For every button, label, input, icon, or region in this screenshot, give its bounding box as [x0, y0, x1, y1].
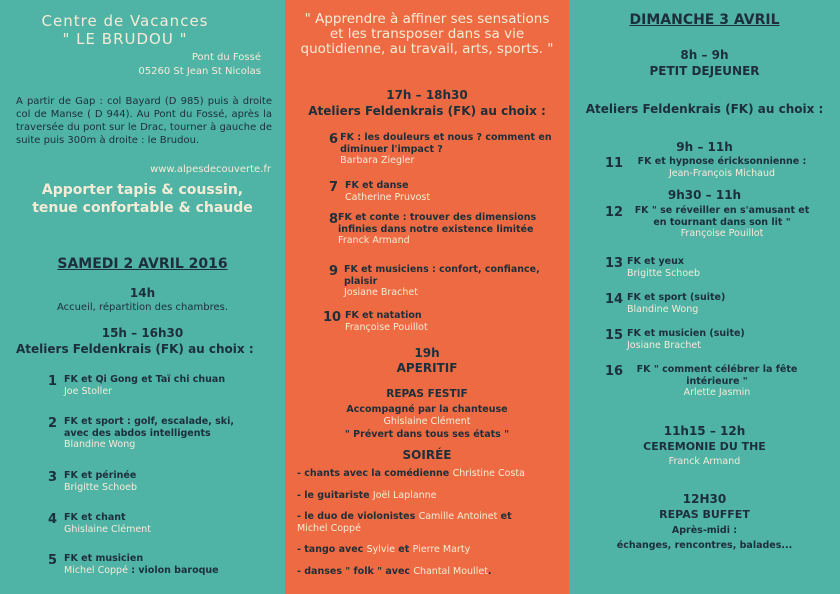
item-teacher: Joe Stoller: [64, 385, 113, 397]
workshop-time-sun-a: 9h – 11h: [676, 140, 733, 154]
item-teacher: Barbara Ziegler: [340, 155, 415, 166]
item-number: 13: [605, 256, 624, 271]
workshop-item-14: [605, 292, 835, 315]
item-number: 8: [329, 212, 339, 227]
item-title: FK et hypnose éricksonnienne :: [637, 156, 807, 167]
workshop-item-8: [329, 212, 561, 247]
item-title: FK et conte : trouver des dimensions infinies dans notre existence limitée: [338, 212, 537, 235]
arrival-time: 14h: [129, 286, 156, 300]
workshop-time-sat: 15h – 16h30: [101, 326, 184, 340]
item-title: FK " se réveiller en s'amusant et en tournant dans son lit ": [634, 205, 810, 228]
ateliers-heading-sat: Ateliers Feldenkrais (FK) au choix :: [16, 342, 254, 356]
afternoon-label: Après-midi :: [671, 525, 738, 536]
workshop-item-5: [48, 553, 278, 576]
show-title: " Prévert dans tous ses états ": [344, 429, 510, 440]
item-teacher: Blandine Wong: [64, 439, 136, 450]
workshop-item-6: [329, 132, 561, 167]
soiree-list: [297, 468, 563, 587]
item-extra: : violon baroque: [127, 564, 219, 576]
item-number: 7: [329, 180, 339, 195]
bring-line-2: tenue confortable & chaude: [32, 200, 253, 216]
item-number: 1: [48, 374, 58, 389]
tea-heading: CEREMONIE DU THE: [643, 440, 766, 453]
aperitif-heading: APERITIF: [396, 361, 458, 375]
quote: " Apprendre à affiner ses sensations et les transposer dans sa vie quotidienne, au travail, arts, sports. ": [300, 11, 554, 57]
soiree-item-4: - tango avec Sylvie et Pierre Marty: [297, 544, 471, 555]
item-number: 12: [605, 205, 624, 220]
arrival-desc: Accueil, répartition des chambres.: [56, 302, 229, 313]
buffet-heading: REPAS BUFFET: [659, 508, 750, 521]
workshop-item-10: [323, 310, 561, 333]
workshop-item-1: [48, 374, 278, 397]
item-teacher: Blandine Wong: [627, 303, 699, 315]
item-teacher: Brigitte Schoeb: [627, 267, 701, 279]
item-title: FK et sport (suite): [627, 292, 726, 303]
left-panel: [0, 0, 285, 594]
item-teacher: Françoise Pouillot: [680, 228, 764, 239]
item-title: FK et natation: [345, 310, 422, 321]
website-link[interactable]: www.alpesdecouverte.fr: [150, 164, 271, 175]
item-number: 2: [48, 416, 58, 431]
workshop-item-7: [329, 180, 561, 203]
item-title: FK et Qi Gong et Taï chi chuan: [64, 374, 226, 385]
item-title: FK et musiciens : confort, confiance, plaisir: [343, 264, 540, 287]
singer-name: Ghislaine Clément: [383, 416, 471, 427]
breakfast-time: 8h – 9h: [680, 48, 729, 62]
workshop-time-sun-b: 9h30 – 11h: [667, 188, 742, 202]
item-number: 14: [605, 292, 624, 307]
item-title: FK : les douleurs et nous ? comment en diminuer l'impact ?: [340, 132, 552, 155]
item-teacher: Arlette Jasmin: [683, 387, 751, 398]
item-teacher: Ghislaine Clément: [64, 523, 151, 535]
item-teacher: Josiane Brachet: [627, 339, 701, 351]
item-title: FK et musicien (suite): [627, 328, 745, 339]
middle-panel: [285, 0, 569, 594]
item-number: 11: [605, 156, 624, 171]
address-line-2: 05260 St Jean St Nicolas: [138, 66, 261, 77]
item-number: 6: [329, 132, 339, 147]
item-teacher: Brigitte Schoeb: [64, 481, 138, 493]
item-teacher: Françoise Pouillot: [345, 321, 428, 333]
workshop-item-16: [605, 364, 835, 399]
aperitif-time: 19h: [414, 346, 440, 360]
sunday-title: DIMANCHE 3 AVRIL: [629, 12, 780, 28]
item-title: FK et périnée: [64, 470, 137, 481]
ateliers-heading-mid: Ateliers Feldenkrais (FK) au choix :: [308, 104, 546, 118]
item-teacher: Michel Coppé: [64, 564, 128, 576]
bring-line-1: Apporter tapis & coussin,: [41, 182, 244, 198]
workshop-time-mid: 17h – 18h30: [386, 88, 468, 102]
workshop-item-13: [605, 256, 835, 279]
right-panel: [569, 0, 840, 594]
tea-time: 11h15 – 12h: [663, 424, 746, 438]
item-title: FK et chant: [64, 512, 126, 523]
workshop-item-3: [48, 470, 278, 493]
item-teacher: Catherine Pruvost: [345, 191, 431, 203]
soiree-item-5: - danses " folk " avec Chantal Moullet.: [297, 565, 492, 577]
item-number: 15: [605, 328, 624, 343]
item-number: 5: [48, 553, 58, 568]
soiree-item-2: - le guitariste Joël Laplanne: [297, 489, 437, 501]
workshop-item-12: [605, 205, 835, 240]
soiree-item-3: - le duo de violonistes Camille Antoinet et Michel Coppé: [297, 511, 512, 534]
item-title: FK et sport : golf, escalade, ski, avec des abdos intelligents: [64, 416, 234, 439]
accomp-text: Accompagné par la chanteuse: [346, 404, 508, 415]
item-number: 10: [323, 310, 342, 325]
repas-heading: REPAS FESTIF: [386, 388, 468, 400]
directions-text: A partir de Gap : col Bayard (D 985) puis à droite col de Manse ( D 944). Au Pont du Fossé, après la traversée du pont sur le Drac, tourner à gauche de suite puis 300m à droite : le Brudou.: [16, 96, 272, 146]
item-number: 3: [48, 470, 58, 485]
item-teacher: Franck Armand: [338, 235, 410, 246]
item-number: 9: [329, 264, 339, 279]
workshop-item-2: [48, 416, 278, 451]
item-teacher: Jean-François Michaud: [668, 167, 776, 179]
workshop-item-4: [48, 512, 278, 535]
workshop-item-9: [329, 264, 561, 299]
item-title: FK et danse: [345, 180, 409, 191]
centre-title: Centre de Vacances: [41, 12, 209, 30]
soiree-item-1: - chants avec la comédienne Christine Costa: [297, 468, 525, 479]
address-line-1: Pont du Fossé: [191, 52, 261, 63]
item-number: 16: [605, 364, 624, 379]
soiree-heading: SOIRÉE: [402, 448, 452, 462]
item-title: FK et yeux: [627, 256, 684, 267]
item-title: FK " comment célébrer la fête intérieure ": [636, 364, 798, 387]
item-number: 4: [48, 512, 58, 527]
workshop-item-11: [605, 156, 835, 179]
item-teacher: Josiane Brachet: [343, 287, 418, 298]
item-title: FK et musicien: [64, 553, 144, 564]
tea-host: Franck Armand: [668, 456, 741, 467]
workshop-item-15: [605, 328, 835, 351]
ateliers-heading-sun: Ateliers Feldenkrais (FK) au choix :: [585, 102, 824, 116]
saturday-title: SAMEDI 2 AVRIL 2016: [57, 256, 228, 272]
centre-name: " LE BRUDOU ": [62, 30, 188, 48]
buffet-time: 12H30: [682, 492, 727, 506]
breakfast-heading: PETIT DEJEUNER: [649, 64, 760, 78]
afternoon-desc: échanges, rencontres, balades...: [616, 540, 793, 551]
